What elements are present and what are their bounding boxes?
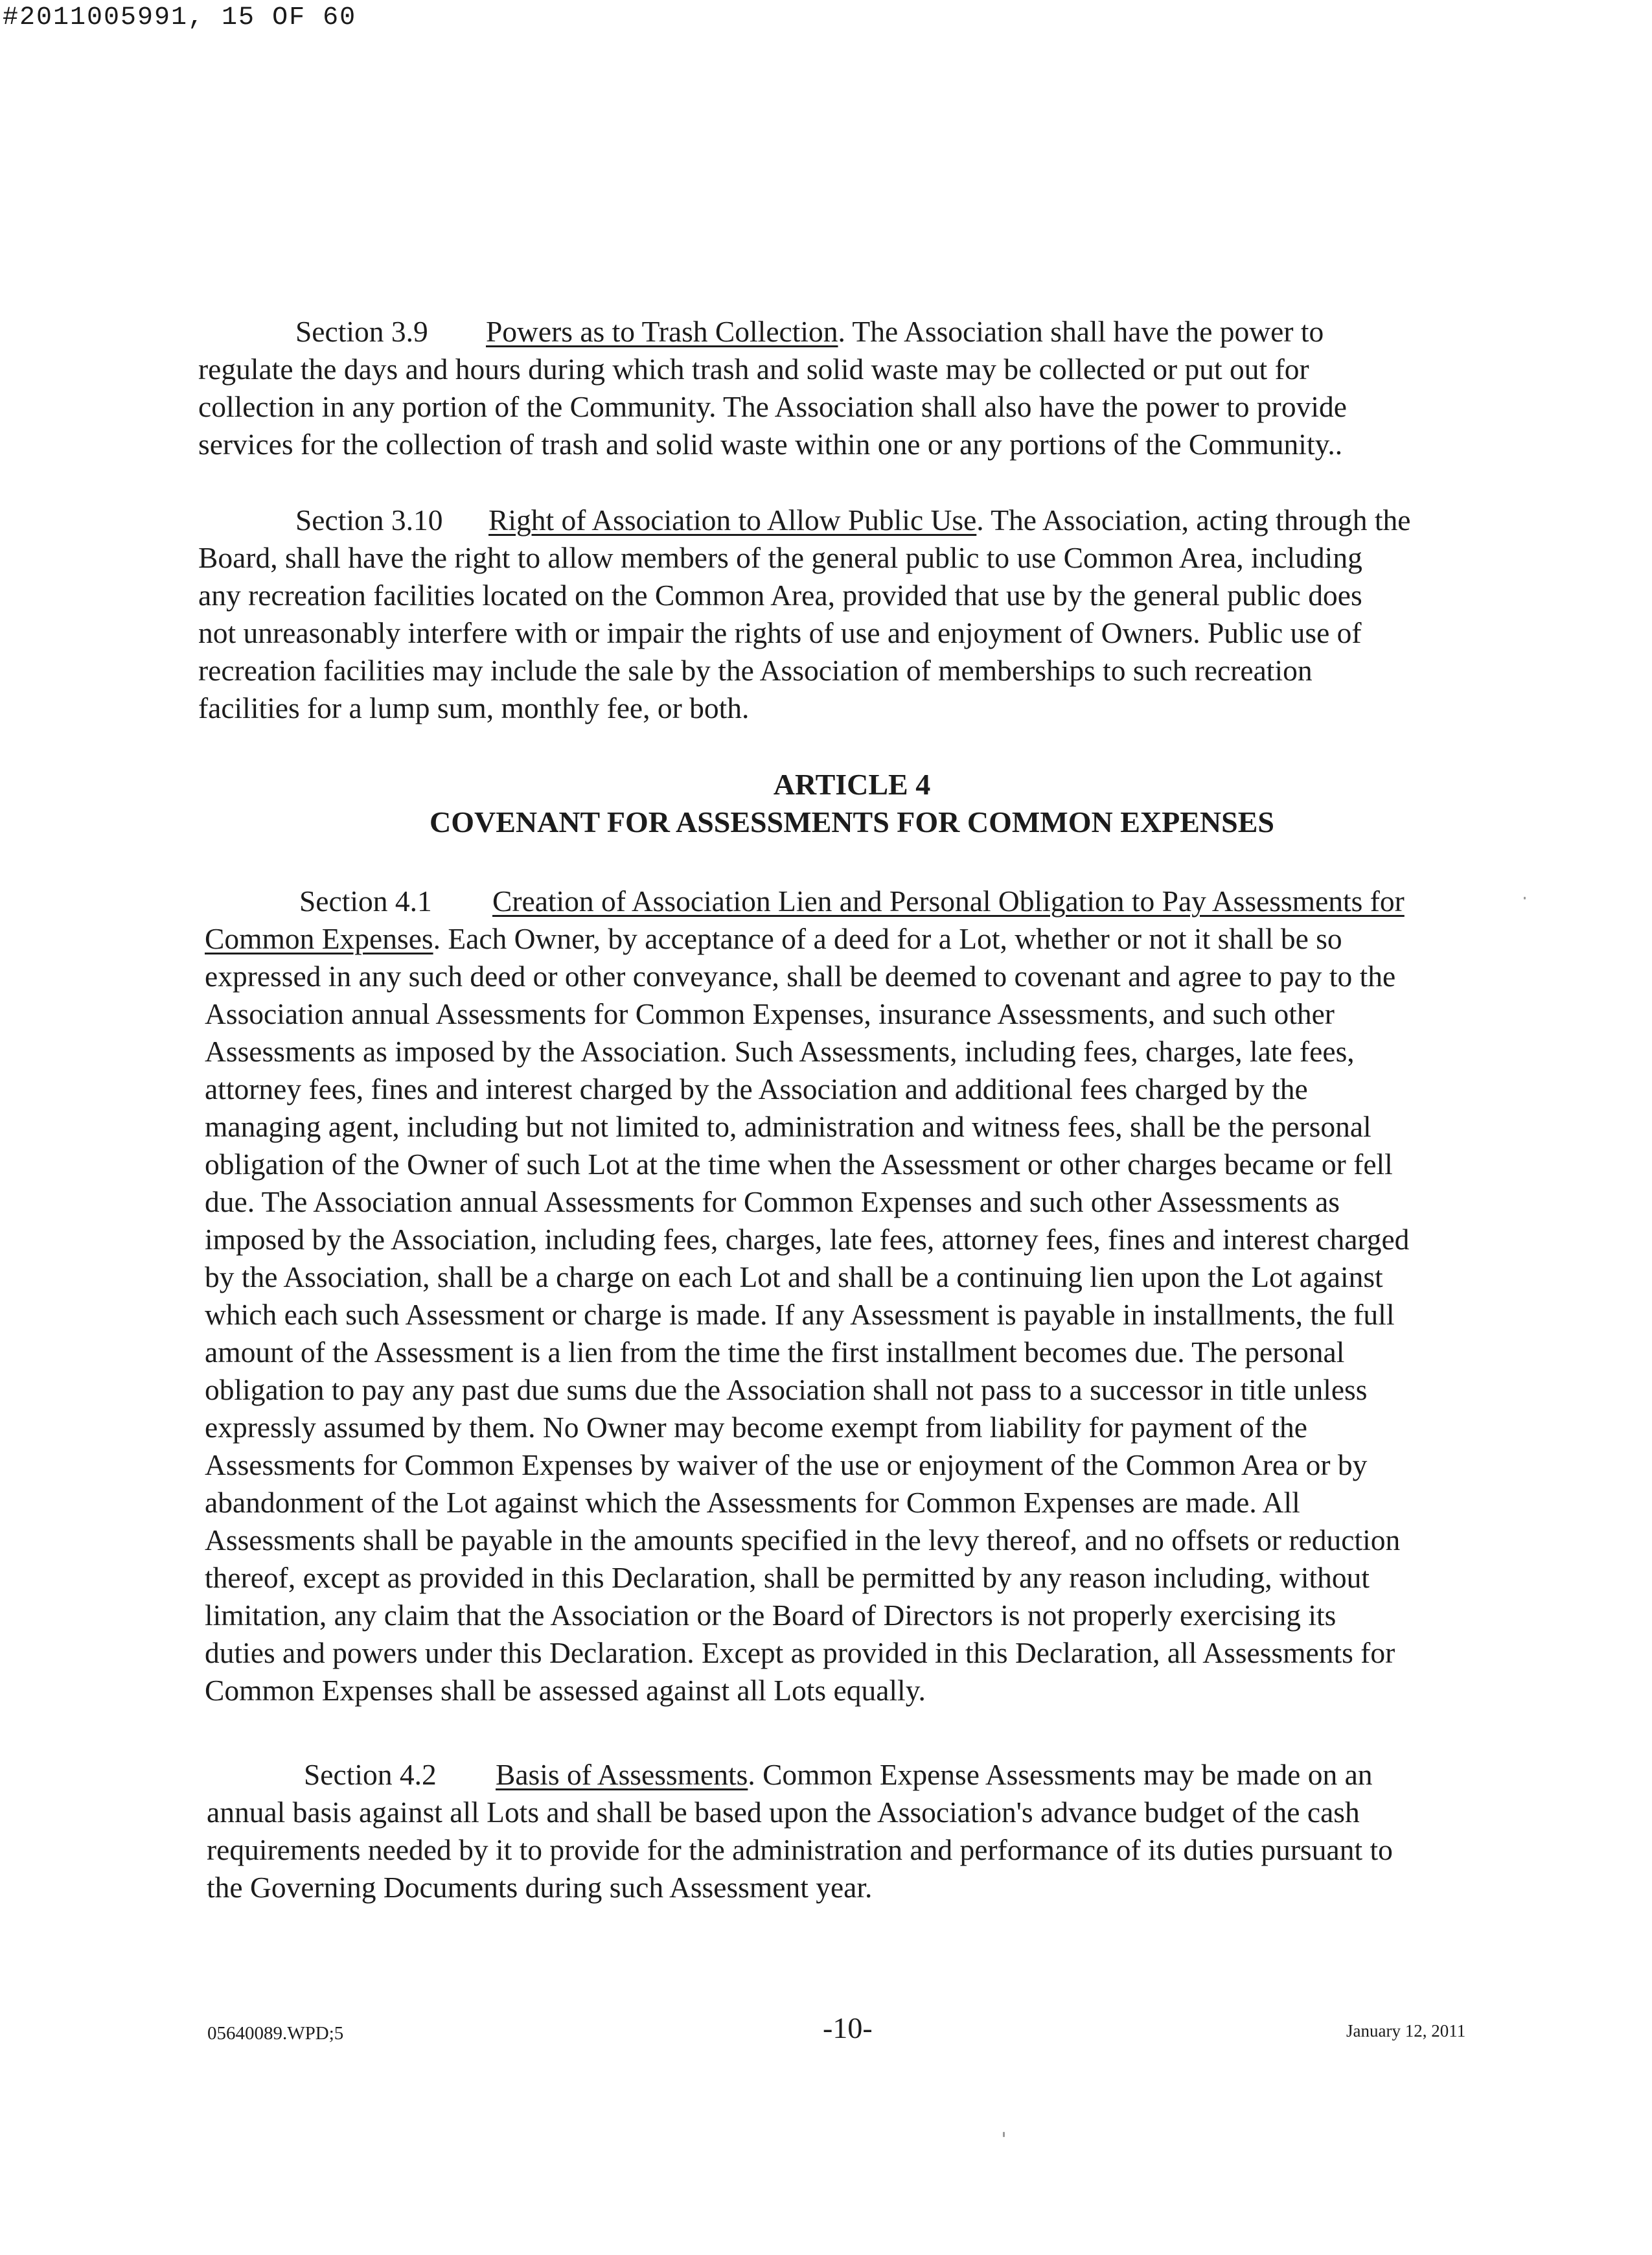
section-3-10-line-1 bbox=[295, 502, 1410, 539]
section-4-1-line-4: Association annual Assessments for Common Expenses, insurance Assessments, and such other bbox=[205, 997, 1335, 1030]
section-3-10-line-3: any recreation facilities located on the Common Area, provided that use by the general public does bbox=[198, 579, 1362, 612]
section-3-9-line-2: regulate the days and hours during which trash and solid waste may be collected or put out for bbox=[198, 353, 1309, 386]
section-4-2 bbox=[207, 1756, 1393, 1906]
section-4-2-line-3: requirements needed by it to provide for the administration and performance of its duties pursuant to bbox=[207, 1833, 1393, 1866]
footer-page-number: -10- bbox=[823, 2011, 873, 2044]
section-4-1-line-8: obligation of the Owner of such Lot at the time when the Assessment or other charges became or fell bbox=[205, 1148, 1393, 1181]
scan-speck bbox=[1524, 897, 1526, 899]
section-4-1-line-17: abandonment of the Lot against which the Assessments for Common Expenses are made. All bbox=[205, 1486, 1300, 1519]
section-4-1-line-21: duties and powers under this Declaration. Except as provided in this Declaration, all Assessments for bbox=[205, 1636, 1395, 1669]
section-4-2-number: Section 4.2 bbox=[304, 1758, 437, 1791]
section-4-1-title-part-2: Common Expenses bbox=[205, 922, 433, 955]
section-4-1-line-10: imposed by the Association, including fees, charges, late fees, attorney fees, fines and interest charged bbox=[205, 1223, 1410, 1256]
section-3-9 bbox=[198, 313, 1347, 463]
section-4-1-line-12: which each such Assessment or charge is made. If any Assessment is payable in installments, the full bbox=[205, 1298, 1395, 1331]
section-4-1-line-6: attorney fees, fines and interest charged by the Association and additional fees charged by the bbox=[205, 1072, 1308, 1105]
section-4-1-line-16: Assessments for Common Expenses by waiver of the use or enjoyment of the Common Area or by bbox=[205, 1448, 1368, 1481]
article-heading: ARTICLE 4 bbox=[773, 768, 931, 801]
section-4-1-line-1 bbox=[299, 883, 1409, 920]
section-4-1-line-18: Assessments shall be payable in the amounts specified in the levy thereof, and no offsets or reduction bbox=[205, 1523, 1401, 1556]
section-4-2-line-2: annual basis against all Lots and shall be based upon the Association's advance budget of the cash bbox=[207, 1796, 1360, 1829]
section-4-1-line-13: amount of the Assessment is a lien from the time the first installment becomes due. The personal bbox=[205, 1336, 1345, 1369]
scan-speck bbox=[1003, 2132, 1005, 2137]
section-4-1-text: . Each Owner, by acceptance of a deed for a Lot, whether or not it shall be so bbox=[433, 922, 1342, 955]
section-3-9-text: . The Association shall have the power to bbox=[838, 315, 1324, 348]
section-4-2-text: . Common Expense Assessments may be made on an bbox=[748, 1758, 1373, 1791]
section-3-10-text: . The Association, acting through the bbox=[976, 503, 1411, 537]
section-3-9-number: Section 3.9 bbox=[295, 315, 428, 348]
section-3-9-line-1 bbox=[295, 313, 1347, 351]
section-3-9-line-4: services for the collection of trash and solid waste within one or any portions of the Community.. bbox=[198, 428, 1343, 461]
section-4-2-title: Basis of Assessments bbox=[496, 1758, 748, 1791]
section-4-1-line-9: due. The Association annual Assessments for Common Expenses and such other Assessments as bbox=[205, 1185, 1340, 1218]
section-4-1-line-5: Assessments as imposed by the Association. Such Assessments, including fees, charges, late fees, bbox=[205, 1035, 1355, 1068]
section-3-10-title: Right of Association to Allow Public Use bbox=[488, 503, 977, 537]
section-4-1-line-15: expressly assumed by them. No Owner may become exempt from liability for payment of the bbox=[205, 1411, 1308, 1444]
section-4-2-line-1 bbox=[304, 1756, 1393, 1794]
section-3-10-line-6: facilities for a lump sum, monthly fee, or both. bbox=[198, 691, 750, 724]
section-4-1 bbox=[205, 883, 1409, 1709]
section-3-10-line-5: recreation facilities may include the sale by the Association of memberships to such recreation bbox=[198, 654, 1313, 687]
section-4-1-line-11: by the Association, shall be a charge on each Lot and shall be a continuing lien upon the Lot against bbox=[205, 1260, 1383, 1293]
section-4-1-line-22: Common Expenses shall be assessed against all Lots equally. bbox=[205, 1674, 926, 1707]
footer-file-id: 05640089.WPD;5 bbox=[207, 2023, 344, 2044]
section-3-10-number: Section 3.10 bbox=[295, 503, 443, 537]
section-4-1-line-19: thereof, except as provided in this Declaration, shall be permitted by any reason including, without bbox=[205, 1561, 1370, 1594]
section-3-9-title: Powers as to Trash Collection bbox=[486, 315, 838, 348]
section-3-10 bbox=[198, 502, 1410, 727]
section-4-1-line-2 bbox=[205, 920, 1409, 958]
article-subheading: COVENANT FOR ASSESSMENTS FOR COMMON EXPENSES bbox=[430, 805, 1274, 838]
section-4-2-line-4: the Governing Documents during such Assessment year. bbox=[207, 1871, 873, 1904]
section-4-1-line-20: limitation, any claim that the Association or the Board of Directors is not properly exercising its bbox=[205, 1599, 1337, 1632]
section-4-1-number: Section 4.1 bbox=[299, 885, 432, 918]
section-3-9-line-3: collection in any portion of the Community. The Association shall also have the power to provide bbox=[198, 390, 1347, 423]
section-4-1-line-7: managing agent, including but not limited to, administration and witness fees, shall be the personal bbox=[205, 1110, 1371, 1143]
section-3-10-line-2: Board, shall have the right to allow members of the general public to use Common Area, including bbox=[198, 541, 1362, 574]
section-4-1-title-part-1: Creation of Association Lien and Personal Obligation to Pay Assessments for bbox=[492, 885, 1405, 918]
section-4-1-line-3: expressed in any such deed or other conveyance, shall be deemed to covenant and agree to pay to the bbox=[205, 960, 1396, 993]
footer-date: January 12, 2011 bbox=[1346, 2021, 1466, 2041]
section-3-10-line-4: not unreasonably interfere with or impair the rights of use and enjoyment of Owners. Public use of bbox=[198, 616, 1362, 649]
document-stamp: #2011005991, 15 OF 60 bbox=[3, 3, 357, 32]
section-4-1-line-14: obligation to pay any past due sums due the Association shall not pass to a successor in title unless bbox=[205, 1373, 1368, 1406]
